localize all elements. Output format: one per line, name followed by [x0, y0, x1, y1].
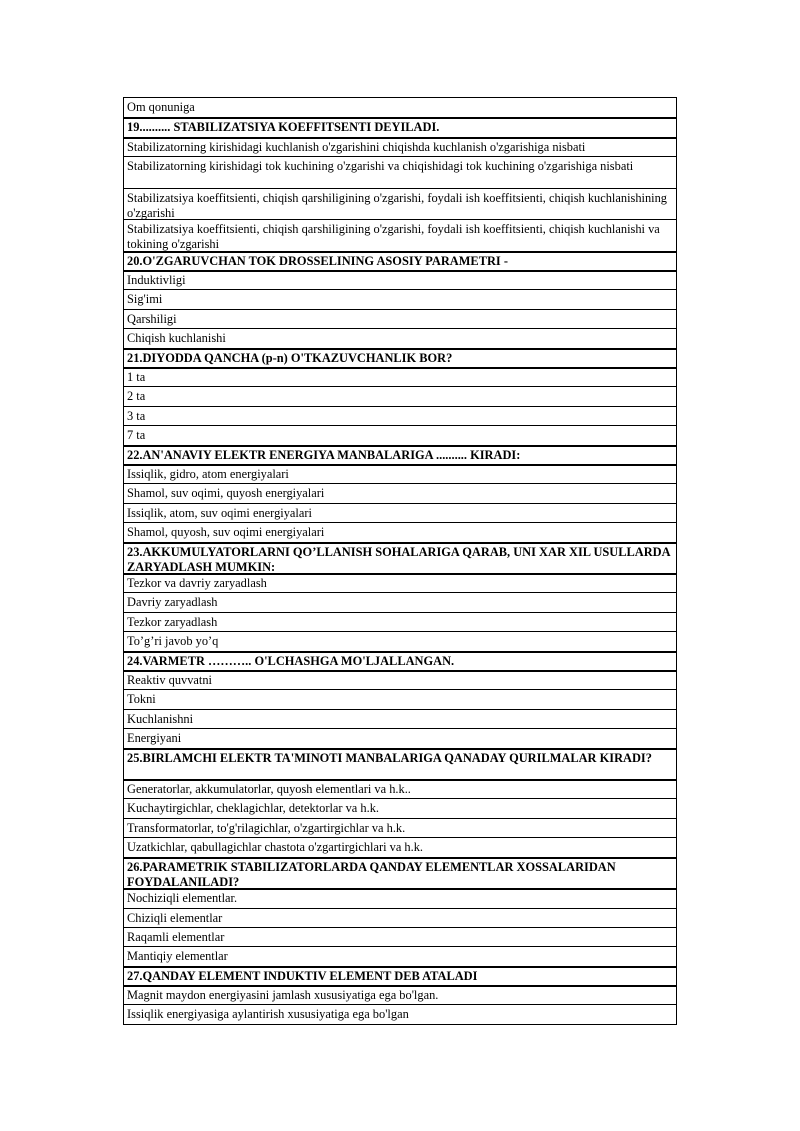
answer-row: Magnit maydon energiyasini jamlash xususiyatiga ega bo'lgan. — [124, 985, 676, 1004]
answer-row: Transformatorlar, to'g'rilagichlar, o'zgartirgichlar va h.k. — [124, 818, 676, 837]
answer-row: Kuchlanishni — [124, 709, 676, 728]
answer-row: Energiyani — [124, 728, 676, 747]
answer-row: 3 ta — [124, 406, 676, 425]
question-row: 20.O'ZGARUVCHAN TOK DROSSELINING ASOSIY PARAMETRI - — [124, 251, 676, 270]
answer-row: Sig'imi — [124, 289, 676, 308]
answer-row: Chiziqli elementlar — [124, 908, 676, 927]
question-row: 25.BIRLAMCHI ELEKTR TA'MINOTI MANBALARIGA QANADAY QURILMALAR KIRADI? — [124, 748, 676, 780]
question-row: 19.......... STABILIZATSIYA KOEFFITSENTI DEYILADI. — [124, 117, 676, 136]
answer-row: Qarshiligi — [124, 309, 676, 328]
answer-row: Kuchaytirgichlar, cheklagichlar, detektorlar va h.k. — [124, 798, 676, 817]
answer-row: Reaktiv quvvatni — [124, 670, 676, 689]
answer-row: Om qonuniga — [127, 100, 195, 114]
answer-row: Stabilizatorning kirishidagi kuchlanish o'zgarishini chiqishda kuchlanish o'zgarishiga nisbati — [124, 137, 676, 156]
answer-row: 1 ta — [124, 367, 676, 386]
answer-row: Issiqlik energiyasiga aylantirish xususiyatiga ega bo'lgan — [124, 1004, 676, 1023]
answer-row: Nochiziqli elementlar. — [124, 888, 676, 907]
question-row: 21.DIYODDA QANCHA (p-n) O'TKAZUVCHANLIK BOR? — [124, 348, 676, 367]
answer-row: Issiqlik, gidro, atom energiyalari — [124, 464, 676, 483]
answer-row: Shamol, quyosh, suv oqimi energiyalari — [124, 522, 676, 541]
answer-row: Stabilizatsiya koeffitsienti, chiqish qarshiligining o'zgarishi, foydali ish koeffitsienti, chiqish kuchlanishining o'zgarishi — [124, 188, 676, 220]
answer-row: Tezkor va davriy zaryadlash — [124, 573, 676, 592]
answer-row: Chiqish kuchlanishi — [124, 328, 676, 347]
answer-row: Stabilizatorning kirishidagi tok kuchining o'zgarishi va chiqishidagi tok kuchining o'zgarishiga nisbati — [124, 156, 676, 188]
question-row: 26.PARAMETRIK STABILIZATORLARDA QANDAY ELEMENTLAR XOSSALARIDAN FOYDALANILADI? — [124, 857, 676, 889]
answer-row: Stabilizatsiya koeffitsienti, chiqish qarshiligining o'zgarishi, foydali ish koeffitsienti, chiqish kuchlanishi va tokining o'zgarishi — [124, 219, 676, 251]
answer-row: 7 ta — [124, 425, 676, 444]
answer-row: Davriy zaryadlash — [124, 592, 676, 611]
answer-row: Induktivligi — [124, 270, 676, 289]
question-row: 27.QANDAY ELEMENT INDUKTIV ELEMENT DEB ATALADI — [124, 966, 676, 985]
question-row: 24.VARMETR ……….. O'LCHASHGA MO'LJALLANGAN. — [124, 651, 676, 670]
answer-row: Uzatkichlar, qabullagichlar chastota o'zgartirgichlari va h.k. — [124, 837, 676, 856]
answer-row: Raqamli elementlar — [124, 927, 676, 946]
answer-row: Shamol, suv oqimi, quyosh energiyalari — [124, 483, 676, 502]
answer-row: 2 ta — [124, 386, 676, 405]
answer-row: Tezkor zaryadlash — [124, 612, 676, 631]
answer-row: Mantiqiy elementlar — [124, 946, 676, 965]
quiz-table — [123, 97, 677, 1025]
question-row: 22.AN'ANAVIY ELEKTR ENERGIYA MANBALARIGA .......... KIRADI: — [124, 445, 676, 464]
answer-row: Generatorlar, akkumulatorlar, quyosh elementlari va h.k.. — [124, 779, 676, 798]
answer-row: Tokni — [124, 689, 676, 708]
question-row: 23.AKKUMULYATORLARNI QO’LLANISH SOHALARIGA QARAB, UNI XAR XIL USULLARDA ZARYADLASH MUMKIN: — [124, 542, 676, 574]
answer-row: To’g’ri javob yo’q — [124, 631, 676, 650]
answer-row: Issiqlik, atom, suv oqimi energiyalari — [124, 503, 676, 522]
